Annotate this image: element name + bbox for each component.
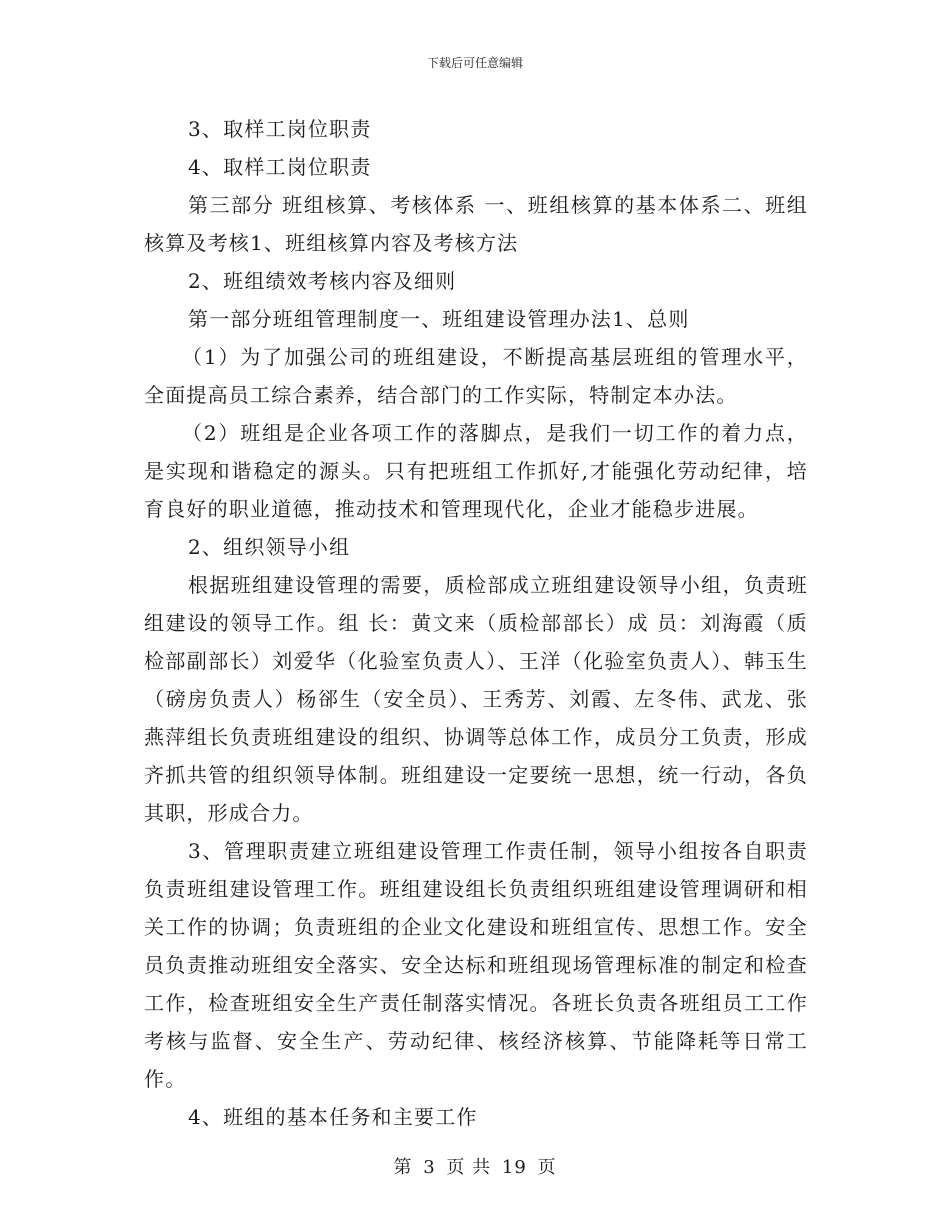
page-header-note: 下载后可任意编辑 [426,56,523,70]
paragraph-10: 3、管理职责建立班组建设管理工作责任制，领导小组按各自职责负责班组建设管理工作。班组建设组长负责组织班组建设管理调研和相关工作的协调；负责班组的企业文化建设和班组宣传、思想工作。安全员负责推动班组安全落实、安全达标和班组现场管理标准的制定和检查工作，检查班组安全生产责任制落实情况。各班长负责各班组员工工作考核与监督、安全生产、劳动纪律、核经济核算、节能降耗等日常工作。 [144,839,808,1091]
paragraph-5: 第一部分班组管理制度一、班组建设管理办法1、总则 [188,307,690,331]
paragraph-7: （2）班组是企业各项工作的落脚点，是我们一切工作的着力点，是实现和谐稳定的源头。只有把班组工作抓好,才能强化劳动纪律，培育良好的职业道德，推动技术和管理现代化，企业才能稳步进展。 [144,421,808,521]
footer-middle: 页 共 [446,1157,492,1178]
paragraph-4: 2、班组绩效考核内容及细则 [188,269,457,293]
paragraph-8: 2、组织领导小组 [188,535,351,559]
footer-page-number: 3 [423,1157,436,1178]
paragraph-3: 第三部分 班组核算、考核体系 一、班组核算的基本体系二、班组核算及考核1、班组核算内容及考核方法 [144,193,808,255]
page-footer [0,1153,950,1179]
paragraph-11: 4、班组的基本任务和主要工作 [188,1105,478,1129]
footer-prefix: 第 [393,1157,413,1178]
footer-total-pages: 19 [501,1157,527,1178]
paragraph-2: 4、取样工岗位职责 [188,155,372,179]
paragraph-6: （1）为了加强公司的班组建设，不断提高基层班组的管理水平，全面提高员工综合素养，结合部门的工作实际，特制定本办法。 [144,345,808,407]
footer-suffix: 页 [537,1157,557,1178]
paragraph-1: 3、取样工岗位职责 [188,117,372,141]
paragraph-9: 根据班组建设管理的需要，质检部成立班组建设领导小组，负责班组建设的领导工作。组 长：黄文来（质检部部长）成 员：刘海霞（质检部副部长）刘爱华（化验室负责人）、王洋（化验室负责人）、韩玉生（磅房负责人）杨郤生（安全员）、王秀芳、刘霞、左冬伟、武龙、张燕萍组长负责班组建设的组织、协调等总体工作，成员分工负责，形成齐抓共管的组织领导体制。班组建设一定要统一思想，统一行动，各负其职，形成合力。 [144,573,808,825]
document-body [144,110,808,1136]
